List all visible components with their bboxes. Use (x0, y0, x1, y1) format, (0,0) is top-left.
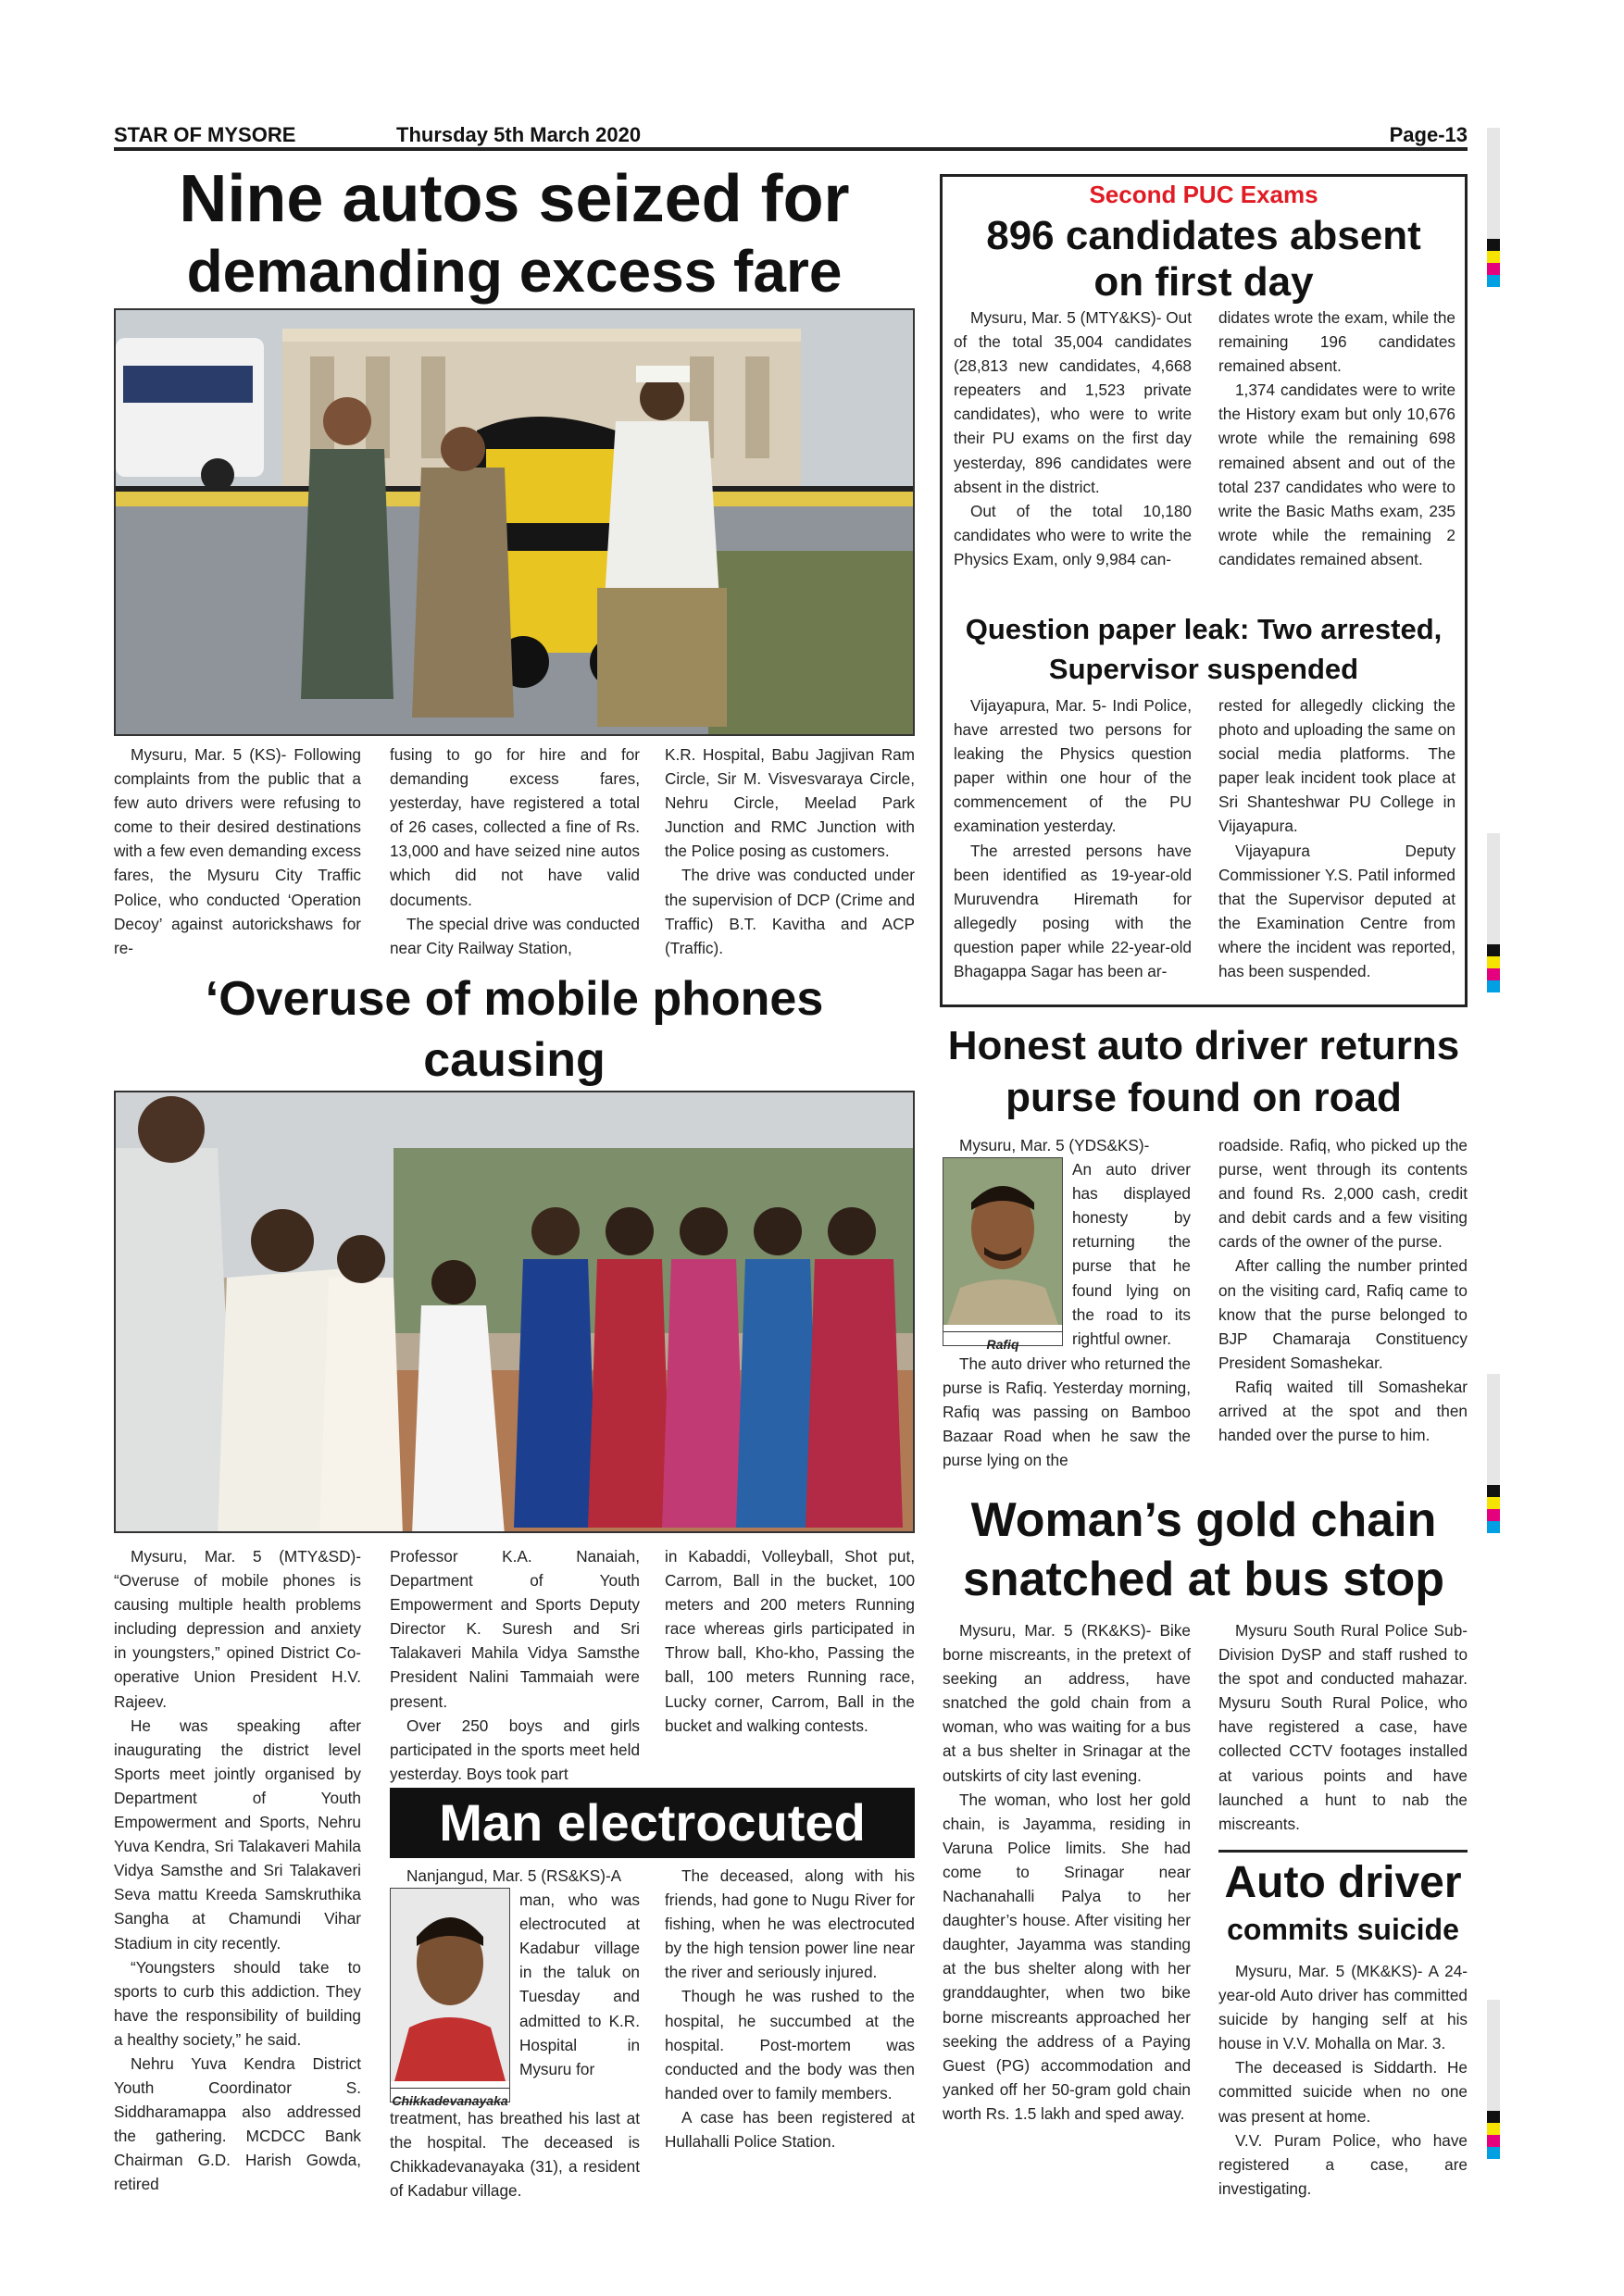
autos-col-1 (114, 742, 361, 960)
electrocuted-col2-para1: The deceased, along with his friends, had gone to Nugu River for fishing, when he was electrocuted by the high tension power line near the river and seriously injured. (665, 1866, 915, 1982)
leak-col-1 (954, 693, 1192, 983)
puc-col1-para1: Mysuru, Mar. 5 (MTY&KS)- Out of the total 35,004 candidates (28,813 new candidates, 4,668 repeaters and 1,523 private candidates), who were to write their PU exams on the first day yesterday, 896 candidates were absent in the district. (954, 308, 1192, 496)
registration-strip-3 (1487, 1374, 1500, 1533)
registration-strip-1 (1487, 128, 1500, 287)
mobile-col1-para4: Nehru Yuva Kendra District Youth Coordinator S. Siddharamappa also addressed the gathering. MCDCC Bank Chairman G.D. Harish Gowda, retired (114, 2053, 361, 2194)
electrocuted-wrap-text: man, who was electrocuted at Kadabur village in the taluk on Tuesday and admitted to K.R. Hospital in Mysuru for (519, 1890, 640, 2078)
puc-headline-line1: 896 candidates absent (986, 213, 1421, 258)
honest-photo (943, 1157, 1063, 1353)
autos-col2-para1: fusing to go for hire and for demanding excess fares, yesterday, have registered a total of 26 cases, collected a fine of Rs. 13,000 and have seized nine autos which did not have valid documents. (390, 745, 640, 909)
puc-headline-line2: on first day (1093, 259, 1314, 305)
mobile-col3-para1: in Kabaddi, Volleyball, Shot put, Carrom, Ball in the bucket, 100 meters and 200 meters Running race whereas girls participated in Throw ball, Kho-kho, Passing the ball, 100 meters Running race, Lucky corner, Carrom, Ball in the bucket and walking contests. (665, 1547, 915, 1735)
puc-headline (943, 213, 1465, 306)
chain-headline-line2: snatched at bus stop (962, 1553, 1445, 1606)
chain-headline-line1: Woman’s gold chain (970, 1493, 1437, 1547)
puc-col2-para2: 1,374 candidates were to write the History exam but only 10,676 wrote while the remaining 698 remained absent and out of the total 237 candidates who were to write the Basic Maths exam, 235 wrote while the remaining 2 candidates remained absent. (1218, 381, 1455, 568)
autos-photo (114, 308, 915, 736)
puc-col-1 (954, 306, 1192, 571)
autos-photo-image (116, 310, 915, 736)
suicide-para2: The deceased is Siddarth. He committed suicide when no one was present at home. (1218, 2058, 1468, 2126)
suicide-para3: V.V. Puram Police, who have registered a case, are investigating. (1218, 2130, 1468, 2198)
suicide-headline-line1: Auto driver (1224, 1858, 1462, 1907)
leak-headline-line2: Supervisor suspended (1048, 653, 1359, 685)
honest-dateline: Mysuru, Mar. 5 (YDS&KS)- (959, 1136, 1150, 1154)
paper-name: STAR OF MYSORE (114, 123, 296, 146)
mobile-col1-para2: He was speaking after inaugurating the district level Sports meet jointly organised by Department of Youth Empowerment and Sports, Nehru Yuva Kendra, Sri Talakaveri Mahila Vidya Samsthe and Sri Talakaveri Seva mattu Kreeda Samskruthika Sangha at Chamundi Vihar Stadium in city recently. (114, 1716, 361, 1953)
autos-col3-para2: The drive was conducted under the supervision of DCP (Crime and Traffic) B.T. Kavitha and ACP (Traffic). (665, 866, 915, 957)
puc-kicker: Second PUC Exams (1089, 181, 1318, 208)
puc-col-2 (1218, 306, 1455, 571)
rafiq-portrait (943, 1158, 1062, 1325)
leak-col1-para2: The arrested persons have been identified as 19-year-old Muruvendra Hiremath for allegedly posing with the question paper while 22-year-old Bhagappa Sagar has been ar- (954, 841, 1192, 981)
autos-col-3 (665, 742, 915, 960)
electrocuted-col2-para3: A case has been registered at Hullahalli Police Station. (665, 2107, 915, 2152)
honest-wrap-text: An auto driver has displayed honesty by returning the purse that he found lying on the road to its rightful owner. (1072, 1160, 1191, 1348)
autos-headline (114, 163, 915, 307)
electrocuted-photo (390, 1888, 510, 2109)
leak-headline-line1: Question paper leak: Two arrested, (965, 613, 1443, 645)
registration-strip-4 (1487, 2000, 1500, 2159)
honest-col2-para2: After calling the number printed on the visiting card, Rafiq came to know that the purse belonged to BJP Chamaraja Constituency President Somashekar. (1218, 1256, 1468, 1372)
autos-col3-para1: K.R. Hospital, Babu Jagjivan Ram Circle, Sir M. Visvesvaraya Circle, Nehru Circle, Meelad Park Junction and RMC Junction with the Police posing as customers. (665, 745, 915, 861)
mobile-col-3 (665, 1544, 915, 1738)
electrocuted-col1-rest: treatment, has breathed his last at the hospital. The deceased is Chikkadevanayaka (31), a resident of Kadabur village. (390, 2109, 640, 2201)
mobile-col2-para2: Over 250 boys and girls participated in the sports meet held yesterday. Boys took part (390, 1716, 640, 1783)
chain-col2-para1: Mysuru South Rural Police Sub-Division DySP and staff rushed to the spot and conducted mahazar. Mysuru South Rural Police, who have registered a case, have collected CCTV footages installed at various points and have launched a hunt to nab the miscreants. (1218, 1621, 1468, 1833)
sports-meet-photo-image (116, 1092, 915, 1533)
mobile-headline-line1: ‘Overuse of mobile phones causing (205, 972, 824, 1087)
autos-headline-line1: Nine autos seized for (179, 162, 850, 236)
leak-headline (943, 609, 1465, 689)
electrocuted-col-2 (665, 1864, 915, 2153)
page-number: Page-13 (1389, 123, 1468, 146)
autos-col2-para2: The special drive was conducted near City Railway Station, (390, 914, 640, 957)
electrocuted-col2-para2: Though he was rushed to the hospital, he succumbed at the hospital. Post-mortem was conducted and the body was then handed over to family members. (665, 1987, 915, 2103)
mobile-col1-para3: “Youngsters should take to sports to curb this addiction. They have the responsibility of building a healthy society,” he said. (114, 1957, 361, 2049)
honest-headline-line2: purse found on road (1006, 1075, 1402, 1120)
autos-col-2 (390, 742, 640, 960)
leak-col2-para1: rested for allegedly clicking the photo and uploading the same on social media platforms. The paper leak incident took place at Sri Shanteshwar PU College in Vijayapura. (1218, 696, 1455, 836)
suicide-para1: Mysuru, Mar. 5 (MK&KS)- A 24-year-old Auto driver has committed suicide by hanging self at his house in V.V. Mohalla on Mar. 3. (1218, 1962, 1468, 2053)
electrocuted-photo-caption: Chikkadevanayaka (391, 2088, 509, 2113)
chain-col-2 (1218, 1618, 1468, 1836)
suicide-headline-line2: commits suicide (1227, 1913, 1459, 1946)
honest-col2-para3: Rafiq waited till Somashekar arrived at the spot and then handed over the purse to him. (1218, 1377, 1468, 1445)
mobile-col1-para1: Mysuru, Mar. 5 (MTY&SD)- “Overuse of mobile phones is causing multiple health problems including depression and anxiety in youngsters,” opined District Co-operative Union President H.V. Rajeev. (114, 1547, 361, 1711)
leak-col2-para2: Vijayapura Deputy Commissioner Y.S. Patil informed that the Supervisor deputed at the Examination Centre from where the incident was reported, has been suspended. (1218, 841, 1455, 981)
honest-photo-caption: Rafiq (943, 1331, 1062, 1356)
honest-headline (940, 1020, 1468, 1124)
suicide-rule (1218, 1850, 1468, 1853)
suicide-headline (1218, 1855, 1468, 1948)
masthead (114, 121, 1468, 151)
leak-col-2 (1218, 693, 1455, 983)
chain-col1-para1: Mysuru, Mar. 5 (RK&KS)- Bike borne miscreants, in the pretext of seeking an address, have snatched the gold chain from a woman, who was waiting for a bus at a bus shelter in Srinagar at the outskirts of city last evening. (943, 1621, 1191, 1785)
electrocuted-col-1 (390, 1864, 640, 2202)
suicide-col (1218, 1959, 1468, 2201)
autos-col1-para: Mysuru, Mar. 5 (KS)- Following complaints from the public that a few auto drivers were refusing to come to their desired destinations with a few even demanding excess fares, the Mysuru City Traffic Police, who conducted ‘Operation Decoy’ against autorickshaws for re- (114, 745, 361, 957)
chain-col1-para2: The woman, who lost her gold chain, is Jayamma, residing in Varuna Police limits. She had come to Srinagar near Nachanahalli Palya to her daughter’s house. After visiting her daughter, Jayamma was standing at the bus shelter along with her granddaughter, when two bike borne miscreants approached her seeking the address of a Paying Guest (PG) accommodation and yanked off her 50-gram gold chain worth Rs. 1.5 lakh and sped away. (943, 1790, 1191, 2123)
puc-col2-para1: didates wrote the exam, while the remaining 196 candidates remained absent. (1218, 308, 1455, 376)
chain-col-1 (943, 1618, 1191, 2126)
electrocuted-dateline: Nanjangud, Mar. 5 (RS&KS)-A (406, 1866, 622, 1885)
mobile-col2-para1: Professor K.A. Nanaiah, Department of Youth Empowerment and Sports Deputy Director K. Suresh and Sri Talakaveri Mahila Vidya Samsthe President Nalini Tammaiah were present. (390, 1547, 640, 1711)
honest-headline-line1: Honest auto driver returns (947, 1023, 1460, 1068)
registration-strip-2 (1487, 833, 1500, 992)
chain-headline (940, 1491, 1468, 1609)
mobile-col-1 (114, 1544, 361, 2197)
issue-date: Thursday 5th March 2020 (396, 123, 642, 146)
puc-col1-para2: Out of the total 10,180 candidates who were to write the Physics Exam, only 9,984 can- (954, 501, 1192, 568)
honest-col-2 (1218, 1133, 1468, 1447)
sports-meet-photo (114, 1091, 915, 1533)
electrocuted-headline: Man electrocuted (390, 1788, 915, 1858)
autos-headline-line2: demanding excess fare (186, 238, 843, 305)
electrocuted-portrait (391, 1889, 509, 2081)
mobile-col-2 (390, 1544, 640, 1786)
honest-col-1 (943, 1133, 1191, 1473)
honest-col2-para1: roadside. Rafiq, who picked up the purse, went through its contents and found Rs. 2,000 cash, credit and debit cards and a few visiting cards of the owner of the purse. (1218, 1136, 1468, 1252)
honest-col1-para2: The auto driver who returned the purse is Rafiq. Yesterday morning, Rafiq was passing on Bamboo Bazaar Road when he saw the purse lying on the (943, 1354, 1191, 1470)
leak-col1-para1: Vijayapura, Mar. 5- Indi Police, have arrested two persons for leaking the Physics question paper within one hour of the commencement of the PU examination yesterday. (954, 696, 1192, 836)
